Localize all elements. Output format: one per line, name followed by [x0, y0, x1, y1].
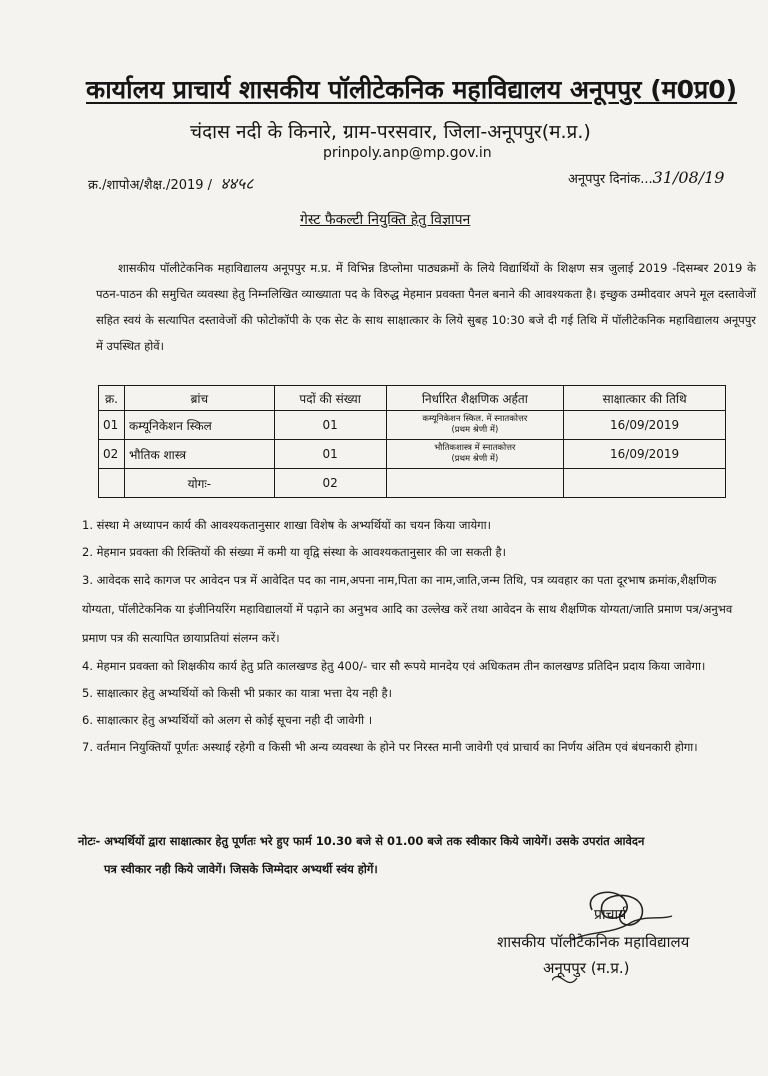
- office-title: कार्यालय प्राचार्य शासकीय पॉलीटेकनिक महाविद्यालय अनूपपुर (म0प्र0): [86, 75, 738, 104]
- table-header-cell: साक्षात्कार की तिथि: [564, 386, 726, 411]
- table-header-cell: पदों की संख्या: [274, 386, 386, 411]
- table-header-cell: ब्रांच: [124, 386, 274, 411]
- signatory-institution: शासकीय पॉलीटेकनिक महाविद्यालय: [497, 933, 690, 951]
- qualification-text: भौतिकशास्त्र में स्नातकोत्तर: [434, 443, 516, 453]
- row-serial: 01: [99, 411, 125, 440]
- office-address: चंदास नदी के किनारे, ग्राम-परसवार, जिला-अनूपपुर(म.प्र.): [190, 121, 591, 143]
- row-qualification: [386, 411, 564, 440]
- row-serial: 02: [99, 440, 125, 469]
- terms-list: [82, 512, 752, 761]
- posts-table: [98, 385, 726, 498]
- row-posts: 01: [274, 440, 386, 469]
- reference-number-handwritten: ४४५८: [220, 174, 254, 193]
- term-item: 3. आवेदक सादे कागज पर आवेदन पत्र में आवेदित पद का नाम,अपना नाम,पिता का नाम,जाति,जन्म तिथि, पत्र व्यवहार का पता दूरभाष क्रमांक,शैक्षणिक योग्यता, पॉलीटेकनिक या इंजीनियरिंग महाविद्यालयों में पढ़ाने का अनुभव आदि का उल्लेख करें तथा आवेदन के साथ शैक्षणिक योग्यता/जाति प्रमाण पत्र/अनुभव प्रमाण पत्र की सत्यापित छायाप्रतियां संलग्न करें।: [82, 573, 733, 645]
- table-row: [99, 411, 726, 440]
- table-total-row: [99, 469, 726, 498]
- reference-date: [568, 168, 724, 187]
- table-header-row: [99, 386, 726, 411]
- term-item: 2. मेहमान प्रवक्ता की रिक्तियों की संख्या में कमी या वृद्वि संस्था के आवश्यकतानुसार की जा सकती है।: [82, 545, 506, 559]
- total-label: योगः-: [124, 469, 274, 498]
- term-item: 7. वर्तमान नियुक्तियाँ पूर्णतः अस्थाई रहेगी व किसी भी अन्य व्यवस्था के होने पर निरस्त मानी जावेगी एवं प्राचार्य का निर्णय अंतिम एवं बंधनकारी होगा।: [82, 740, 698, 754]
- total-value: 02: [274, 469, 386, 498]
- row-qualification: [386, 440, 564, 469]
- reference-number: [88, 172, 253, 194]
- table-header-cell: क्र.: [99, 386, 125, 411]
- row-branch: भौतिक शास्त्र: [124, 440, 274, 469]
- term-item: 5. साक्षात्कार हेतु अभ्यर्थियों को किसी भी प्रकार का यात्रा भत्ता देय नही है।: [82, 686, 392, 700]
- table-row: [99, 440, 726, 469]
- row-interview-date: 16/09/2019: [564, 440, 726, 469]
- intro-paragraph: शासकीय पॉलीटेकनिक महाविद्यालय अनूपपुर म.प्र. में विभिन्न डिप्लोमा पाठ्यक्रमों के लिये विद्यार्थियों के शिक्षण सत्र जुलाई 2019 -दिसम्बर 2019 के पठन-पाठन की समुचित व्यवस्था हेतु निम्नलिखित व्याख्याता पद के विरुद्ध मेहमान प्रवक्ता पैनल बनाने की आवश्यकता है। इच्छुक उम्मीदवार अपने मूल दस्तावेजों सहित स्वयं के सत्यापित दस्तावेजों की फोटोकॉपी के एक सेट के साथ साक्षात्कार के लिये सुबह 10:30 बजे दी गई तिथि में पॉलीटेकनिक महाविद्यालय अनूपपुर में उपस्थित होवें।: [96, 261, 756, 353]
- row-branch: कम्यूनिकेशन स्किल: [124, 411, 274, 440]
- note-line-1: नोटः- अभ्यर्थियों द्वारा साक्षात्कार हेतु पूर्णतः भरे हुए फार्म 10.30 बजे से 01.00 बजे तक स्वीकार किये जायेगें। उसके उपरांत आवेदन: [78, 834, 645, 848]
- reference-number-label: क्र./शापोअ/शैक्ष./2019 /: [88, 178, 213, 193]
- row-posts: 01: [274, 411, 386, 440]
- signatory-title: प्राचार्य: [594, 907, 627, 923]
- qualification-class: (प्रथम श्रेणी में): [451, 454, 499, 464]
- reference-date-handwritten: 31/08/19: [652, 168, 725, 187]
- row-interview-date: 16/09/2019: [564, 411, 726, 440]
- signatory-place: अनूपपुर (म.प्र.): [543, 959, 630, 977]
- office-email: prinpoly.anp@mp.gov.in: [323, 145, 492, 161]
- term-item: 4. मेहमान प्रवक्ता को शिक्षकीय कार्य हेतु प्रति कालखण्ड हेतु 400/- चार सौ रूपये मानदेय एवं अधिकतम तीन कालखण्ड प्रतिदिन प्रदाय किया जावेगा।: [82, 659, 706, 673]
- table-header-cell: निर्धारित शैक्षणिक अर्हता: [386, 386, 564, 411]
- term-item: 1. संस्था मे अध्यापन कार्य की आवश्यकतानुसार शाखा विशेष के अभ्यर्थियों का चयन किया जायेगा।: [82, 518, 491, 532]
- reference-date-label: अनूपपुर दिनांक...: [568, 172, 653, 187]
- advertisement-title: गेस्ट फैकल्टी नियुक्ति हेतु विज्ञापन: [300, 212, 471, 228]
- note: [78, 827, 748, 883]
- term-item: 6. साक्षात्कार हेतु अभ्यर्थियों को अलग से कोई सूचना नही दी जावेगी ।: [82, 713, 373, 727]
- qualification-text: कम्यूनिकेशन स्किल. में स्नातकोत्तर: [422, 414, 528, 424]
- note-line-2: पत्र स्वीकार नही किये जावेगें। जिसके जिम्मेदार अभ्यर्थी स्वंय होगें।: [104, 862, 378, 876]
- qualification-class: (प्रथम श्रेणी में): [451, 425, 499, 435]
